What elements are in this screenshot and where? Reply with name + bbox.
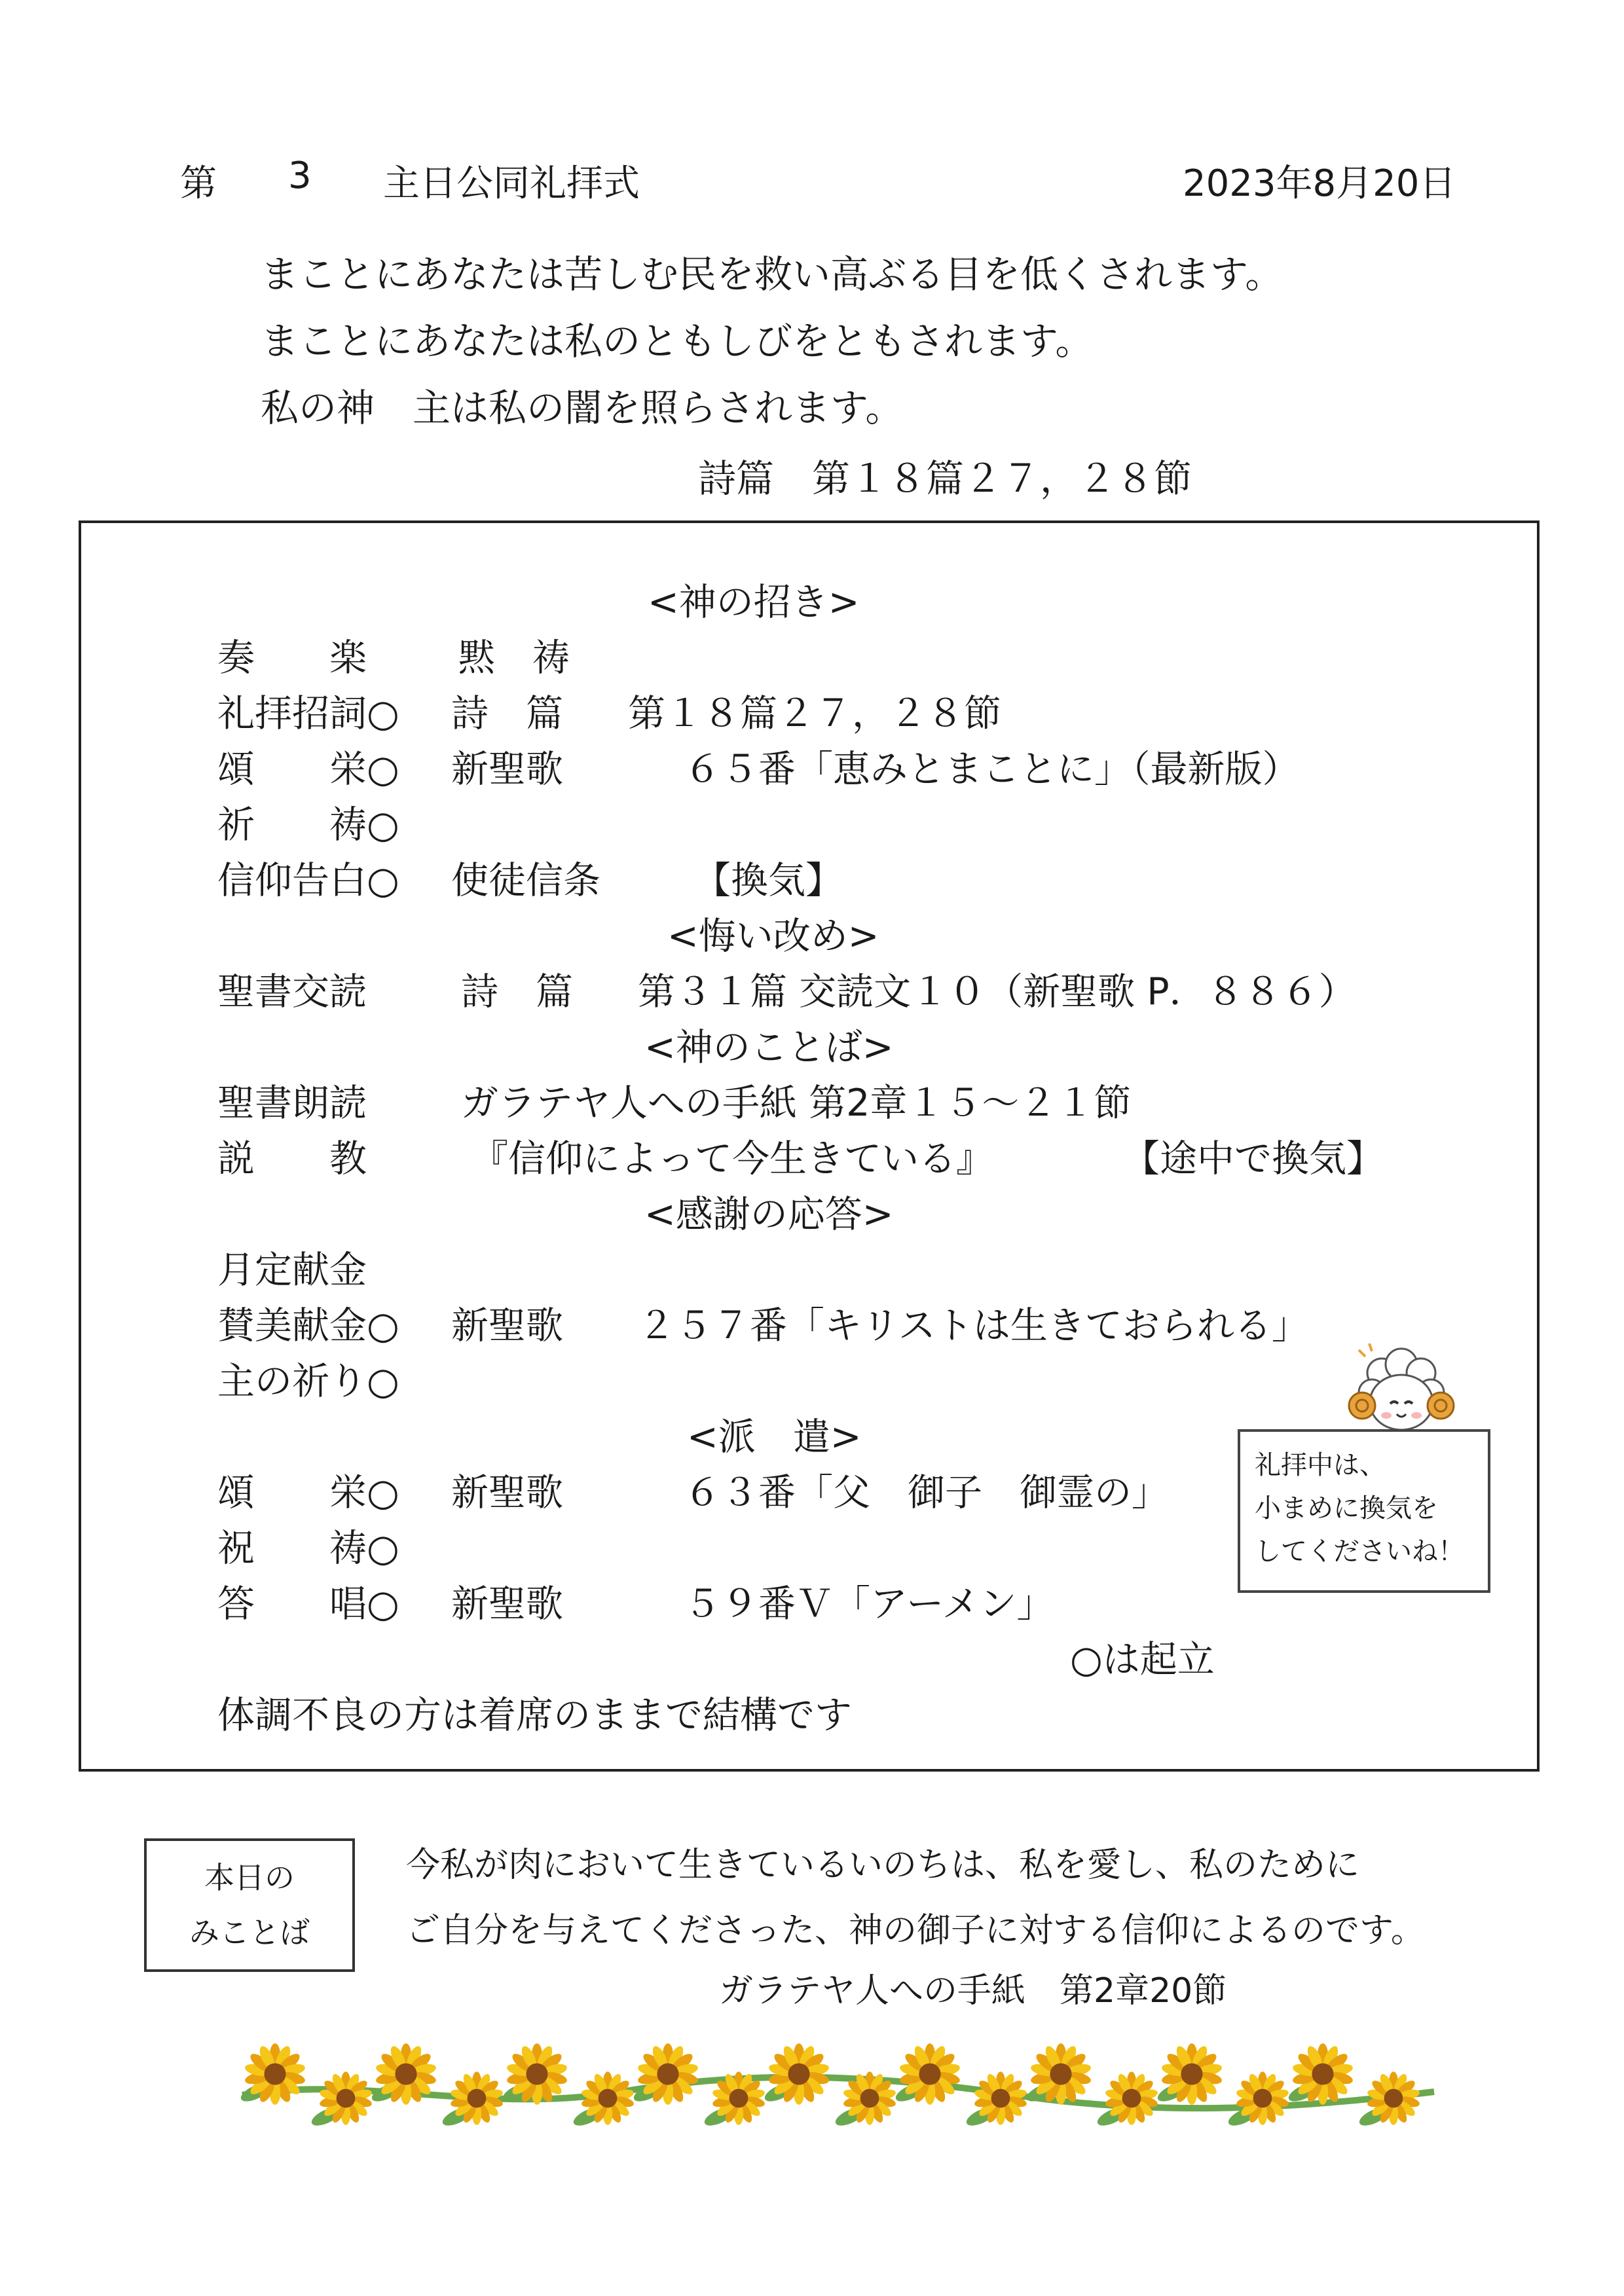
order-item-detail: 『信仰によって今生きている』 bbox=[471, 1137, 993, 1180]
order-item-extra: ２５７番「キリストは生きておられる」 bbox=[638, 1304, 1309, 1347]
sunflower-icon bbox=[893, 2043, 961, 2105]
order-item-detail: 新聖歌 bbox=[451, 1304, 563, 1347]
todays-word-label bbox=[144, 1838, 355, 1972]
order-item-extra: ５９番Ｖ「アーメン」 bbox=[684, 1582, 1054, 1626]
section-heading-calling: <神の招き> bbox=[648, 581, 860, 624]
order-item-detail: 新聖歌 bbox=[451, 1582, 563, 1626]
order-item-label: 祈 祷○ bbox=[217, 803, 399, 847]
order-item-detail: 新聖歌 bbox=[451, 748, 563, 791]
todays-word-label-line: 本日の bbox=[204, 1860, 295, 1895]
order-item-label: 賛美献金○ bbox=[217, 1304, 399, 1347]
service-date: 2023年8月20日 bbox=[1183, 162, 1456, 205]
order-item-label: 頌 栄○ bbox=[217, 1471, 399, 1514]
sunflower-icon bbox=[964, 2071, 1027, 2129]
sunflower-icon bbox=[631, 2043, 699, 2105]
order-item-extra: ６３番「父 御子 御霊の」 bbox=[684, 1471, 1169, 1514]
footer-note: 体調不良の方は着席のままで結構です bbox=[217, 1694, 852, 1737]
ventilation-note bbox=[1238, 1429, 1490, 1593]
order-item-detail: 詩 篇 bbox=[461, 970, 573, 1013]
ventilation-note-line: 礼拝中は、 bbox=[1255, 1450, 1386, 1480]
order-item-extra: ６５番「恵みとまことに」（最新版） bbox=[684, 748, 1300, 791]
order-item-label: 頌 栄○ bbox=[217, 748, 399, 791]
section-heading-word: <神のことば> bbox=[644, 1026, 894, 1069]
service-title: 主日公同礼拝式 bbox=[383, 162, 640, 205]
order-item-extra: 第１８篇２７，２８節 bbox=[628, 692, 1001, 735]
todays-word-line: ご自分を与えてくださった、神の御子に対する信仰によるのです。 bbox=[406, 1911, 1425, 1950]
order-item-label: 答 唱○ bbox=[217, 1582, 399, 1626]
service-number-prefix: 第 bbox=[180, 162, 217, 205]
order-item-detail: 使徒信条 bbox=[451, 859, 600, 902]
sunflower-icon bbox=[1155, 2043, 1223, 2105]
todays-word-citation: ガラテヤ人への手紙 第2章20節 bbox=[719, 1971, 1227, 2011]
opening-verse-line: まことにあなたは私のともしびをともされます。 bbox=[261, 319, 1094, 363]
order-item-label: 月定献金 bbox=[217, 1248, 367, 1292]
section-heading-repentance: <悔い改め> bbox=[667, 915, 879, 958]
order-item-label: 主の祈り○ bbox=[217, 1360, 399, 1403]
opening-verse-citation: 詩篇 第１８篇２７，２８節 bbox=[698, 456, 1192, 501]
ventilation-note-line: 小まめに換気を bbox=[1255, 1493, 1438, 1523]
standing-note: ○は起立 bbox=[1070, 1638, 1215, 1681]
order-item-label: 信仰告白○ bbox=[217, 859, 399, 902]
sunflower-icon bbox=[440, 2071, 504, 2129]
sunflower-icon bbox=[571, 2071, 635, 2129]
ventilation-note-line: してくださいね！ bbox=[1255, 1537, 1464, 1567]
order-item-detail: 新聖歌 bbox=[451, 1471, 563, 1514]
service-number: 3 bbox=[288, 155, 312, 197]
sunflower-icon bbox=[1226, 2071, 1289, 2129]
order-item-detail: 詩 篇 bbox=[451, 692, 563, 735]
order-item-extra: 【換気】 bbox=[693, 859, 843, 902]
order-item-extra: 【途中で換気】 bbox=[1122, 1137, 1384, 1180]
sunflower-icon bbox=[762, 2043, 830, 2105]
todays-word-line: 今私が肉において生きているいのちは、私を愛し、私のために bbox=[406, 1846, 1360, 1885]
sunflower-icon bbox=[1024, 2043, 1092, 2105]
order-item-detail: ガラテヤ人への手紙 第2章１５～２１節 bbox=[461, 1082, 1132, 1125]
order-item-label: 奏 楽 bbox=[217, 636, 367, 680]
sunflower-icon bbox=[1286, 2043, 1354, 2105]
order-item-label: 説 教 bbox=[217, 1137, 367, 1180]
opening-verse-line: 私の神 主は私の闇を照らされます。 bbox=[261, 386, 904, 430]
sunflower-icon bbox=[1095, 2071, 1158, 2129]
sunflower-icon bbox=[238, 2043, 306, 2105]
order-item-label: 礼拝招詞○ bbox=[217, 692, 399, 735]
sheep-mascot-icon bbox=[1339, 1343, 1464, 1442]
order-item-extra: 第３１篇 交読文１０（新聖歌 P．８８６） bbox=[638, 970, 1356, 1013]
order-item-label: 祝 祷○ bbox=[217, 1527, 399, 1570]
order-item-detail: 黙 祷 bbox=[458, 636, 570, 680]
section-heading-sending: <派 遣> bbox=[687, 1415, 862, 1459]
order-item-label: 聖書朗読 bbox=[217, 1082, 367, 1125]
sunflower-icon bbox=[309, 2071, 373, 2129]
order-item-label: 聖書交読 bbox=[217, 970, 367, 1013]
section-heading-response: <感謝の応答> bbox=[644, 1193, 894, 1236]
opening-verse-line: まことにあなたは苦しむ民を救い高ぶる目を低くされます。 bbox=[261, 252, 1283, 297]
sunflower-border bbox=[229, 2030, 1447, 2141]
todays-word-label-line: みことば bbox=[189, 1915, 310, 1950]
